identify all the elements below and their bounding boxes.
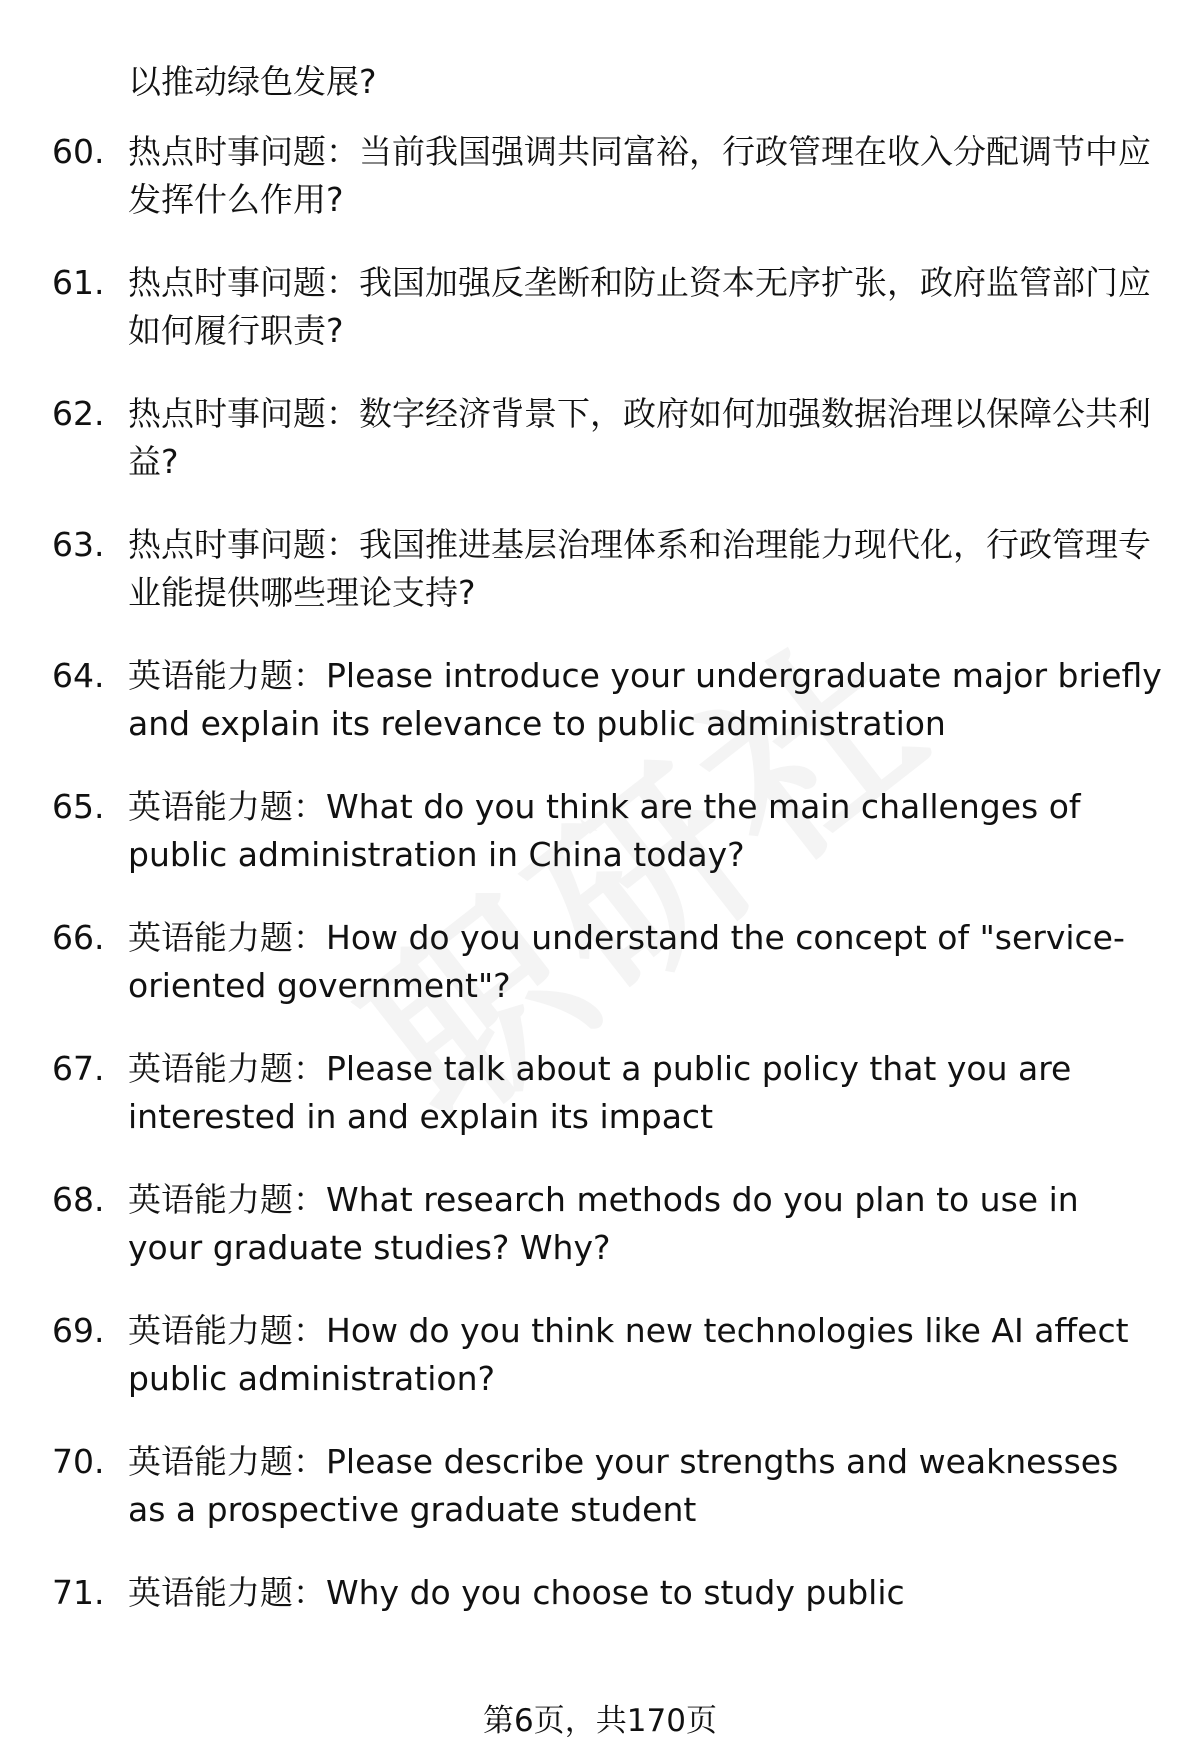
question-item [52,652,1162,748]
question-number: 63. [52,525,105,564]
question-text: 英语能力题：Please talk about a public policy that you are interested in and explain its impact [128,1049,1072,1136]
question-number: 64. [52,656,105,695]
question-text: 英语能力题：Please describe your strengths and weaknesses as a prospective graduate student [128,1442,1119,1529]
question-text: 英语能力题：Why do you choose to study public [128,1573,905,1612]
question-number: 68. [52,1180,105,1219]
question-text: 热点时事问题：数字经济背景下，政府如何加强数据治理以保障公共利益? [128,394,1151,481]
question-item [52,259,1162,355]
question-number: 61. [52,263,105,302]
question-item [52,1569,1162,1617]
question-item [52,521,1162,617]
question-number: 66. [52,918,105,957]
question-text: 热点时事问题：我国加强反垄断和防止资本无序扩张，政府监管部门应如何履行职责? [128,263,1151,350]
question-item [52,1307,1162,1403]
question-item [52,1045,1162,1141]
question-item [52,390,1162,486]
question-text: 英语能力题：How do you understand the concept of "service-oriented government"? [128,918,1125,1005]
question-text: 英语能力题：What research methods do you plan to use in your graduate studies? Why? [128,1180,1079,1267]
question-number: 60. [52,132,105,171]
question-text: 英语能力题：Please introduce your undergraduate major briefly and explain its relevance to public administration [128,656,1162,743]
continuation-text: 以推动绿色发展? [128,62,377,101]
question-number: 67. [52,1049,105,1088]
page-footer: 第6页，共170页 [483,1703,717,1739]
question-item [52,1176,1162,1272]
question-text: 热点时事问题：当前我国强调共同富裕，行政管理在收入分配调节中应发挥什么作用? [128,132,1151,219]
question-item [52,783,1162,879]
question-number: 70. [52,1442,105,1481]
question-number: 65. [52,787,105,826]
question-item [52,914,1162,1010]
question-number: 69. [52,1311,105,1350]
question-number: 71. [52,1573,105,1612]
question-item [52,128,1162,224]
question-item [52,1438,1162,1534]
question-text: 英语能力题：What do you think are the main challenges of public administration in China today? [128,787,1081,874]
question-text: 英语能力题：How do you think new technologies like AI affect public administration? [128,1311,1129,1398]
question-number: 62. [52,394,105,433]
question-text: 热点时事问题：我国推进基层治理体系和治理能力现代化，行政管理专业能提供哪些理论支持? [128,525,1151,612]
